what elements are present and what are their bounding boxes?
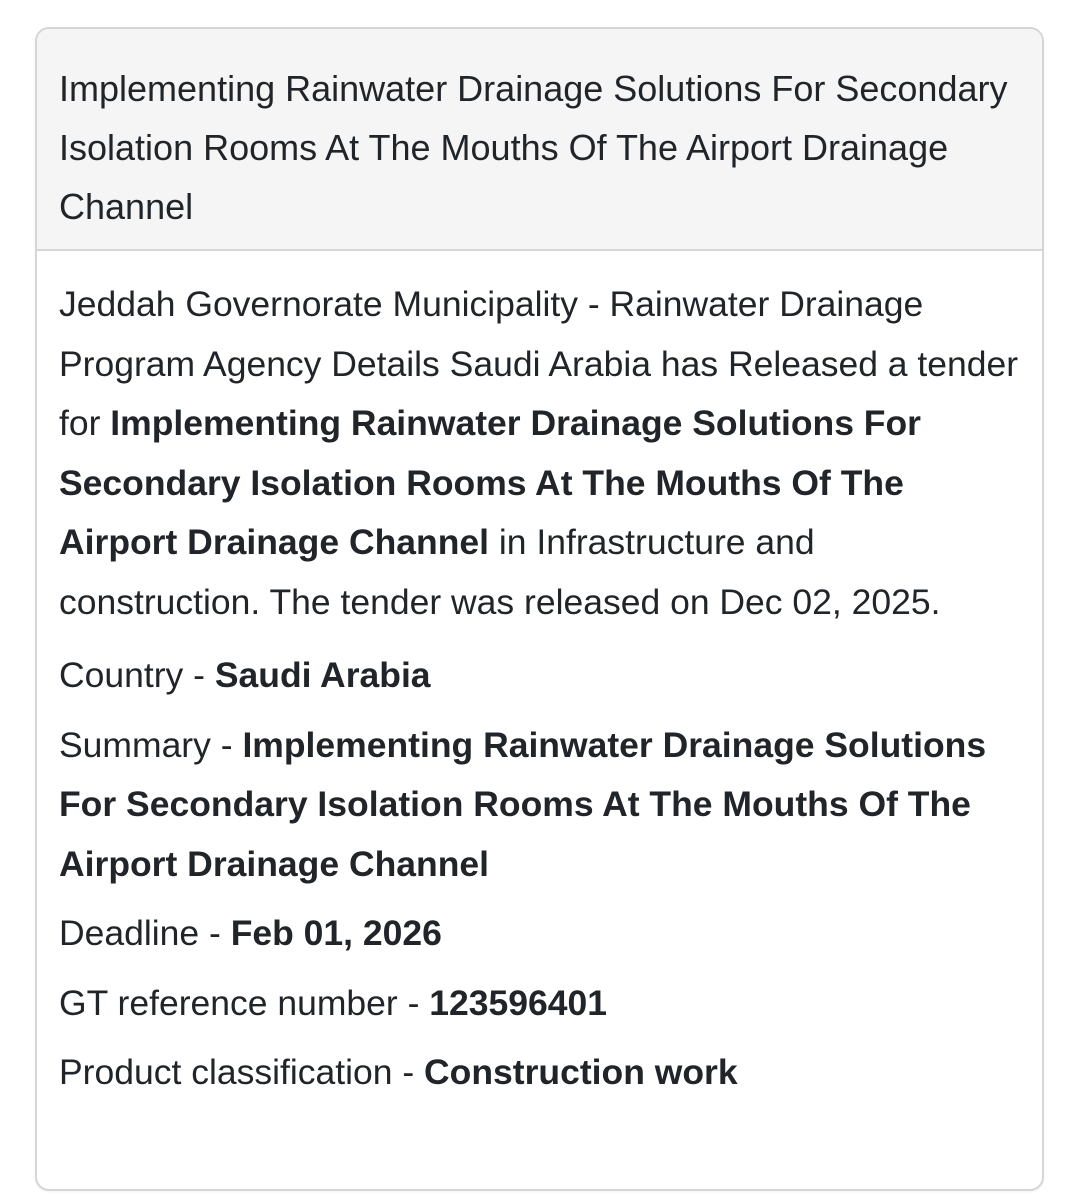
card-body — [37, 251, 1042, 1103]
field-value: 123596401 — [429, 982, 607, 1023]
sector-text: in Infrastructure and construction. The tender was released on Dec 02, 2025. — [59, 522, 941, 622]
tender-title-inline: Implementing Rainwater Drainage Solutions For Secondary Isolation Rooms At The Mouths Of The Airport Drainage Channel — [59, 403, 921, 562]
field-product-classification — [59, 1043, 1020, 1103]
agency-intro: Jeddah Governorate Municipality - Rainwater Drainage Program Agency Details Saudi Arabia has Released a tender for — [59, 284, 1019, 443]
tender-description — [59, 275, 1020, 632]
field-label: Deadline - — [59, 913, 231, 953]
field-gt-reference — [59, 974, 1020, 1034]
field-summary — [59, 716, 1020, 895]
field-label: Summary - — [59, 724, 243, 765]
field-value: Feb 01, 2026 — [230, 913, 442, 953]
card-header — [37, 29, 1042, 251]
field-country — [59, 646, 1020, 706]
field-label: GT reference number - — [59, 982, 430, 1023]
field-value: Construction work — [424, 1052, 738, 1092]
field-label: Product classification - — [59, 1052, 425, 1092]
tender-card — [35, 27, 1044, 1191]
field-label: Country - — [59, 655, 215, 695]
tender-title: Implementing Rainwater Drainage Solutions For Secondary Isolation Rooms At The Mouths Of The Airport Drainage Channel — [59, 68, 1008, 227]
field-value: Saudi Arabia — [214, 655, 431, 695]
field-deadline — [59, 904, 1020, 964]
field-value: Implementing Rainwater Drainage Solutions For Secondary Isolation Rooms At The Mouths Of The Airport Drainage Channel — [59, 724, 987, 884]
